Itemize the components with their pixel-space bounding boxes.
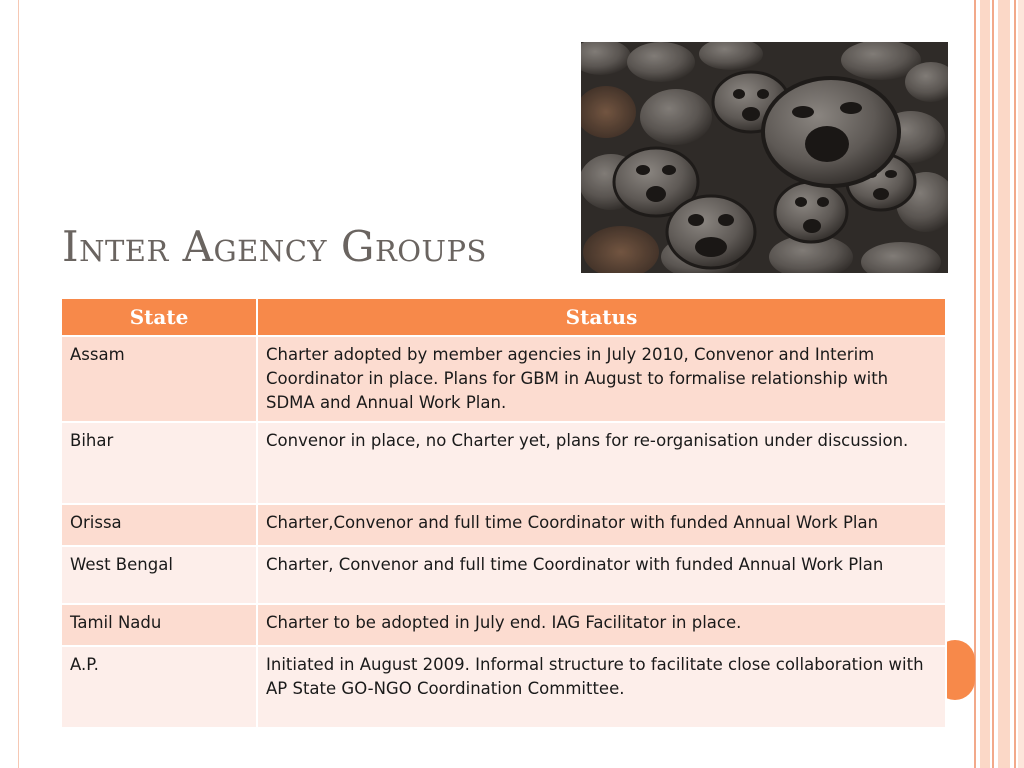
table-row <box>62 547 945 603</box>
table-row <box>62 647 945 727</box>
status-table <box>60 297 947 729</box>
table-row <box>62 505 945 545</box>
decorative-stripes <box>974 0 1024 768</box>
state-cell: Assam <box>62 337 256 421</box>
table-row <box>62 423 945 503</box>
column-header-status: Status <box>258 299 945 335</box>
status-cell: Charter,Convenor and full time Coordinator with funded Annual Work Plan <box>258 505 945 545</box>
table-row <box>62 337 945 421</box>
status-cell: Charter to be adopted in July end. IAG Facilitator in place. <box>258 605 945 645</box>
left-margin-line <box>18 0 19 768</box>
state-cell: Orissa <box>62 505 256 545</box>
table-header-row <box>62 299 945 335</box>
column-header-state: State <box>62 299 256 335</box>
status-cell: Charter, Convenor and full time Coordinator with funded Annual Work Plan <box>258 547 945 603</box>
state-cell: West Bengal <box>62 547 256 603</box>
state-cell: Bihar <box>62 423 256 503</box>
slide-title: Inter Agency Groups <box>62 222 487 271</box>
state-cell: A.P. <box>62 647 256 727</box>
status-cell: Charter adopted by member agencies in July 2010, Convenor and Interim Coordinator in place. Plans for GBM in August to formalise relationship with SDMA and Annual Work Plan. <box>258 337 945 421</box>
status-cell: Initiated in August 2009. Informal structure to facilitate close collaboration with AP State GO-NGO Coordination Committee. <box>258 647 945 727</box>
photo-metal-faces <box>581 42 948 273</box>
state-cell: Tamil Nadu <box>62 605 256 645</box>
status-cell: Convenor in place, no Charter yet, plans for re-organisation under discussion. <box>258 423 945 503</box>
table-row <box>62 605 945 645</box>
